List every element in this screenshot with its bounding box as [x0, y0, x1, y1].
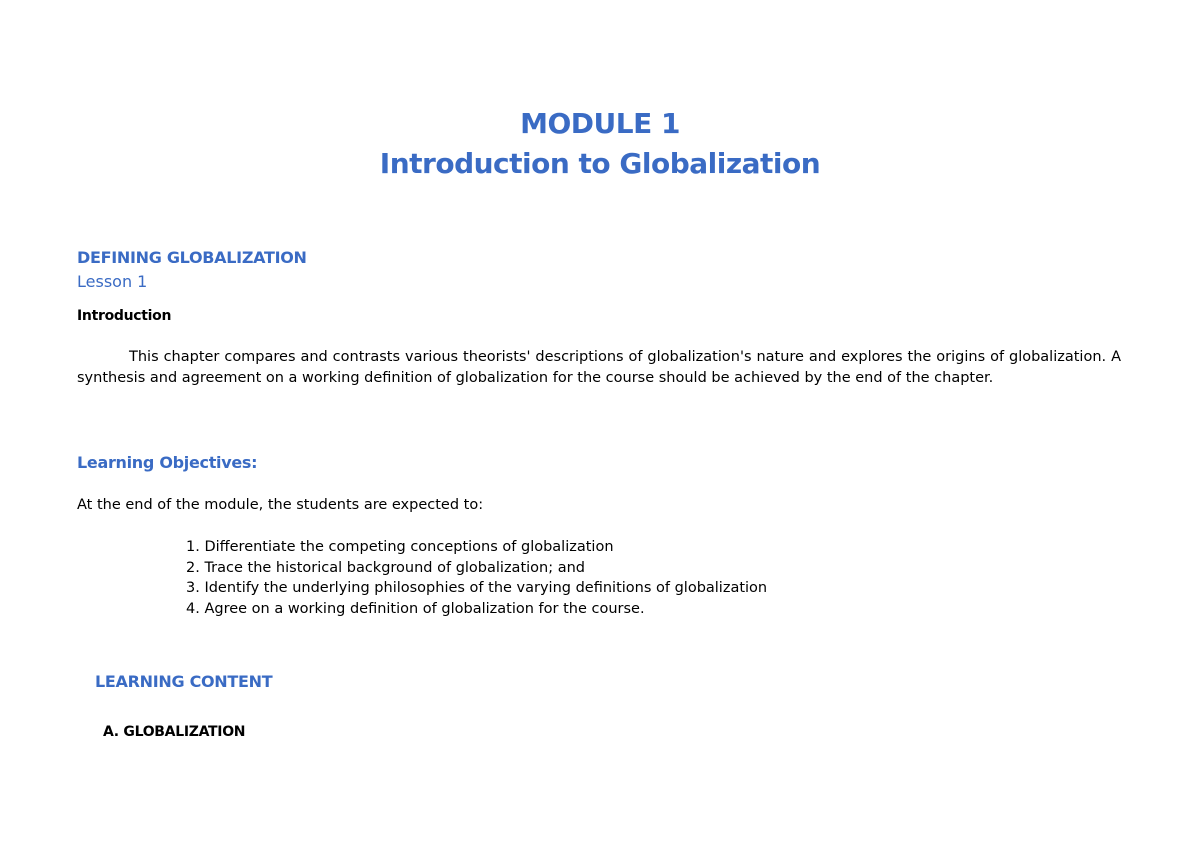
objectives-list: [186, 537, 767, 619]
section-heading: DEFINING GLOBALIZATION: [77, 248, 307, 267]
learning-objectives-heading: Learning Objectives:: [77, 453, 258, 472]
objectives-lead-text: At the end of the module, the students are expected to:: [77, 497, 484, 513]
objective-item: 4. Agree on a working definition of globalization for the course.: [186, 600, 645, 617]
module-subtitle: Introduction to Globalization: [379, 147, 821, 180]
module-title: MODULE 1: [520, 107, 680, 140]
objective-item: 3. Identify the underlying philosophies of the varying definitions of globalization: [186, 580, 768, 596]
module-title-block: [0, 104, 1200, 184]
learning-content-heading: LEARNING CONTENT: [95, 672, 273, 691]
objective-item: 1. Differentiate the competing conceptions of globalization: [186, 539, 614, 555]
introduction-heading: Introduction: [77, 308, 172, 324]
objective-item: 2. Trace the historical background of globalization; and: [186, 559, 585, 576]
globalization-subheading: A. GLOBALIZATION: [103, 724, 246, 740]
lesson-label: Lesson 1: [77, 272, 148, 291]
introduction-paragraph: This chapter compares and contrasts various theorists' descriptions of globalization's nature and explores the origins of globalization. A synthesis and agreement on a working definition of globalization for the course should be achieved by the end of the chapter.: [77, 349, 1121, 386]
